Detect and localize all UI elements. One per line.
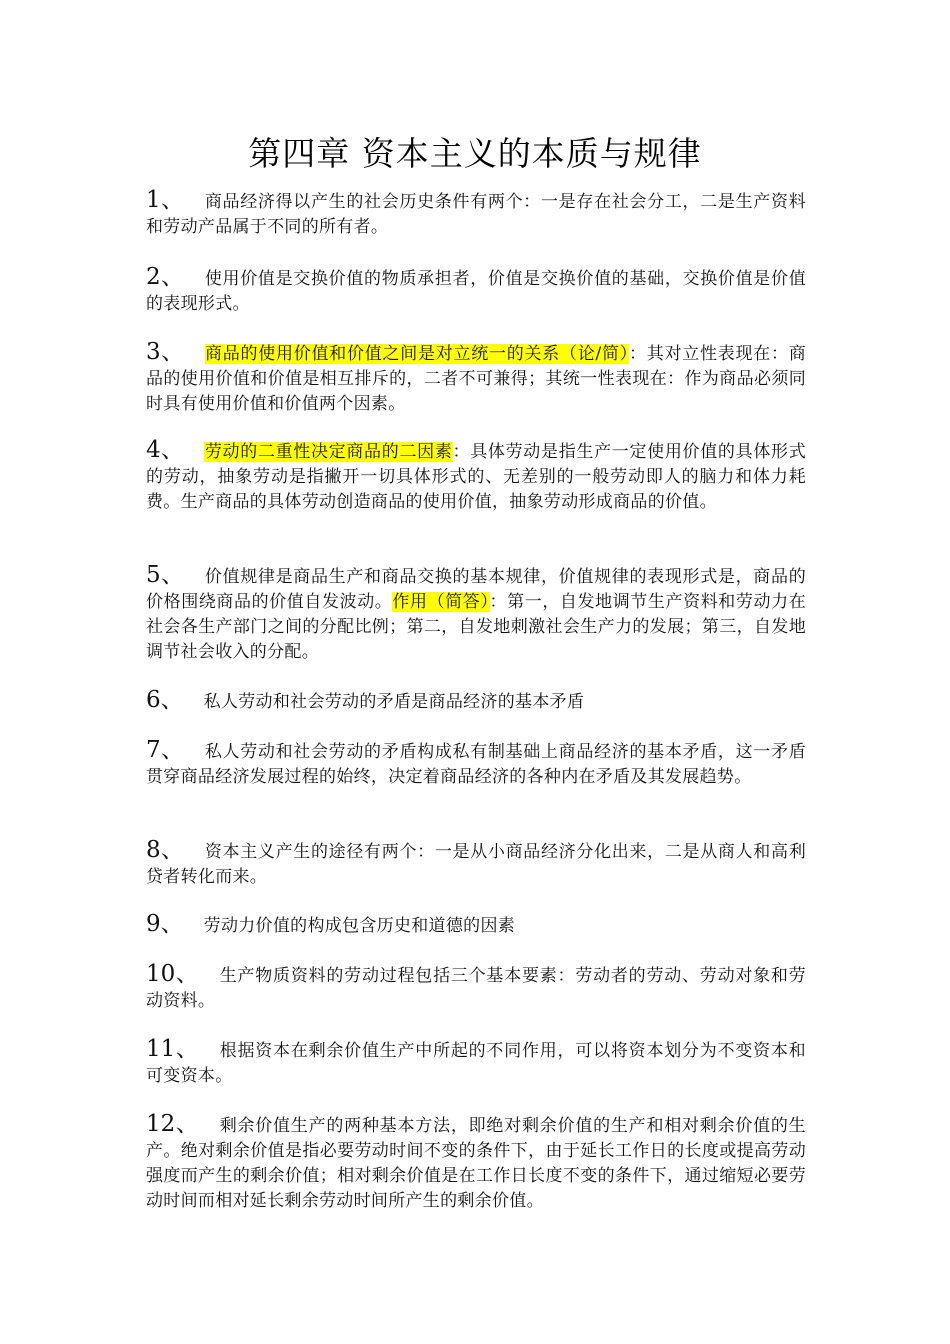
item-number: 11、: [146, 1036, 200, 1062]
item-text: 劳动力价值的构成包含历史和道德的因素: [203, 916, 516, 936]
list-item-3: [146, 340, 806, 417]
highlighted-text: 劳动的二重性决定商品的二因素: [204, 442, 453, 462]
list-item-5: [146, 563, 806, 665]
item-text: 资本主义产生的途径有两个：一是从小商品经济分化出来，二是从商人和高利贷者转化而来。: [146, 842, 806, 887]
list-item-11: [146, 1037, 806, 1089]
list-item-10: [146, 962, 806, 1014]
item-text: 私人劳动和社会劳动的矛盾是商品经济的基本矛盾: [203, 692, 585, 712]
item-text: ：其对立性表现在：商品的使用价值和价值是相互排斥的，二者不可兼得；其统一性表现在：作为商品必须同时具有使用价值和价值两个因素。: [146, 344, 807, 414]
item-number: 6、: [146, 687, 184, 713]
list-item-4: [146, 438, 806, 515]
list-item-12: [146, 1112, 806, 1214]
list-item-8: [146, 838, 806, 890]
item-number: 8、: [146, 837, 185, 863]
item-number: 4、: [146, 437, 185, 463]
list-item-6: [146, 688, 806, 715]
item-number: 10、: [146, 961, 200, 987]
item-number: 1、: [146, 187, 185, 213]
list-item-2: [146, 265, 806, 317]
item-text: 剩余价值生产的两种基本方法，即绝对剩余价值的生产和相对剩余价值的生产。绝对剩余价值是指必要劳动时间不变的条件下，由于延长工作日的长度或提高劳动强度而产生的剩余价值；相对剩余价值是在工作日长度不变的条件下，通过缩短必要劳动时间而相对延长剩余劳动时间所产生的剩余价值。: [146, 1116, 806, 1211]
item-text: 私人劳动和社会劳动的矛盾构成私有制基础上商品经济的基本矛盾，这一矛盾贯穿商品经济发展过程的始终，决定着商品经济的各种内在矛盾及其发展趋势。: [146, 742, 806, 787]
list-item-7: [146, 738, 806, 790]
item-number: 7、: [146, 737, 185, 763]
item-text: 商品经济得以产生的社会历史条件有两个：一是存在社会分工，二是生产资料和劳动产品属于不同的所有者。: [146, 192, 806, 237]
item-text: 生产物质资料的劳动过程包括三个基本要素：劳动者的劳动、劳动对象和劳动资料。: [146, 966, 806, 1011]
highlighted-text: 作用（简答）: [392, 592, 490, 612]
item-text: ：第一，自发地调节生产资料和劳动力在社会各生产部门之间的分配比例；第二，自发地刺激社会生产力的发展；第三，自发地调节社会收入的分配。: [146, 592, 807, 662]
list-item-9: [146, 912, 806, 939]
highlighted-text: 商品的使用价值和价值之间是对立统一的关系（论/简）: [204, 344, 629, 364]
list-item-1: [146, 188, 806, 240]
item-number: 2、: [146, 264, 185, 290]
item-text: ：具体劳动是指生产一定使用价值的具体形式的劳动，抽象劳动是指撇开一切具体形式的、无差别的一般劳动即人的脑力和体力耗费。生产商品的具体劳动创造商品的使用价值，抽象劳动形成商品的价值。: [146, 442, 807, 512]
item-number: 12、: [146, 1111, 200, 1137]
item-text: 使用价值是交换价值的物质承担者，价值是交换价值的基础，交换价值是价值的表现形式。: [146, 269, 806, 314]
chapter-title: 第四章 资本主义的本质与规律: [248, 134, 702, 173]
item-number: 9、: [146, 911, 184, 937]
item-text: 价值规律是商品生产和商品交换的基本规律，价值规律的表现形式是，商品的价格围绕商品的价值自发波动。: [146, 567, 806, 612]
item-number: 3、: [146, 339, 185, 365]
item-text: 根据资本在剩余价值生产中所起的不同作用，可以将资本划分为不变资本和可变资本。: [146, 1041, 806, 1086]
item-number: 5、: [146, 562, 185, 588]
